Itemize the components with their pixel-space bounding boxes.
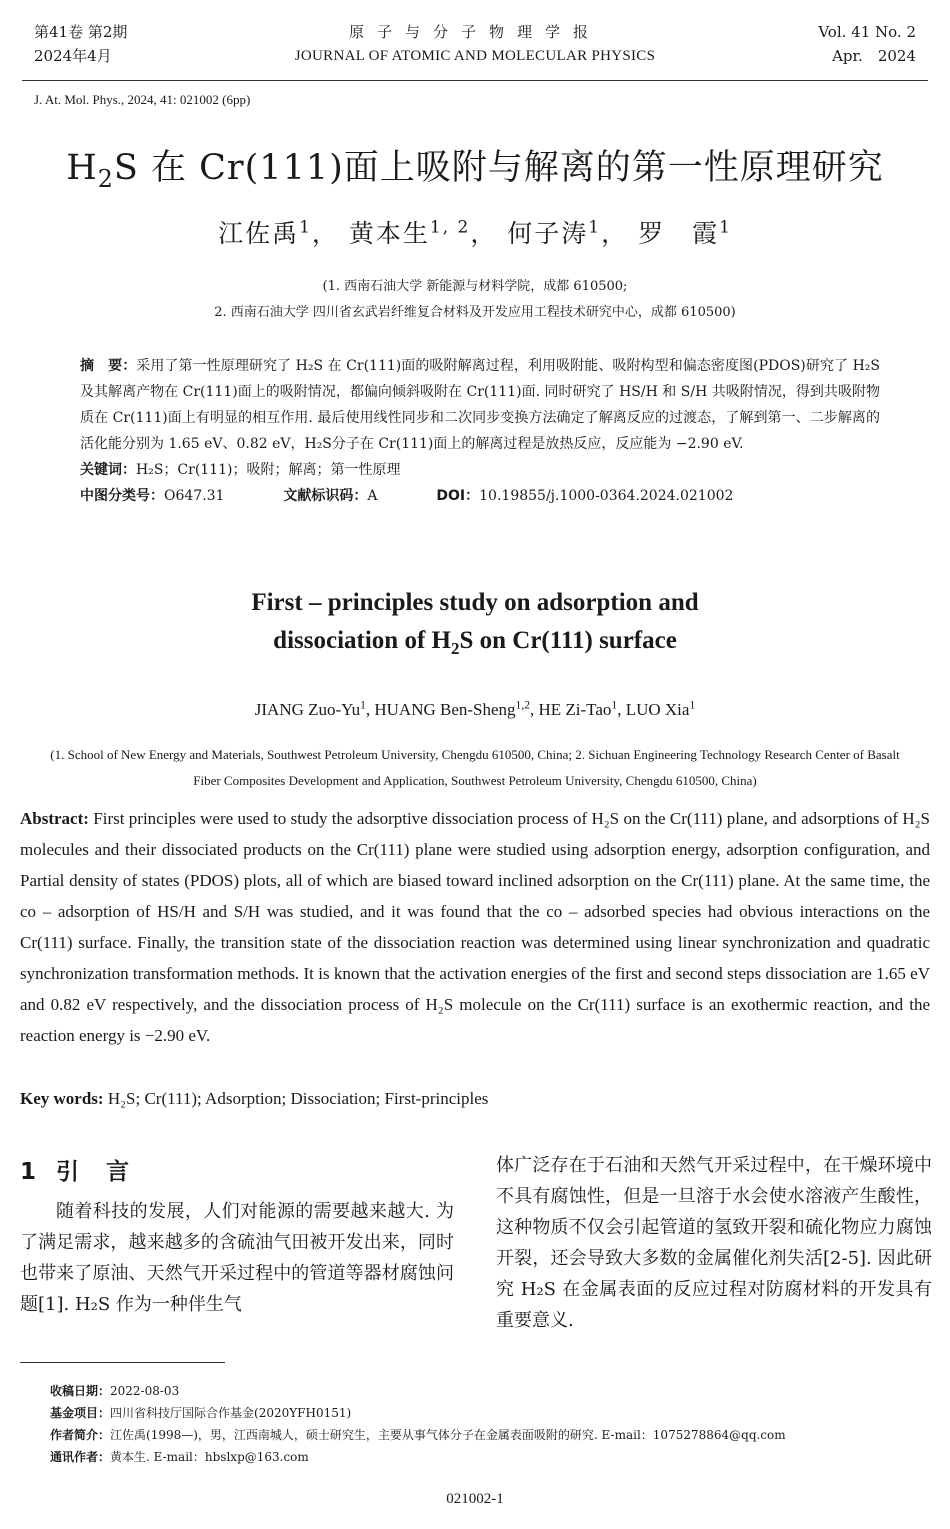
volume-issue-cn: 第41卷 第2期: [34, 23, 128, 41]
intro-paragraph-right: 体广泛存在于石油和天然气开采过程中，在干燥环境中不具有腐蚀性，但是一旦溶于水会使水溶液产生酸性，这种物质不仅会引起管道的氢致开裂和硫化物应力腐蚀开裂，还会导致大多数的金属催化剂失活[2-5]. 因此研究 H₂S 在金属表面的反应过程对防腐材料的开发具有重要意义.: [496, 1155, 932, 1331]
author-cn: 江佐禹: [218, 219, 300, 248]
authors-en: JIANG Zuo-Yu$^1$, HUANG Ben-Sheng$^{1,2}$, HE Zi-Tao$^1$, LUO Xia$^1$: [254, 698, 696, 719]
author-cn-affil: 1: [719, 217, 732, 238]
author-en-affil: 1: [360, 698, 366, 712]
author-en-affil: 1: [689, 698, 696, 712]
author-cn-affil: 1: [299, 217, 312, 238]
intro-paragraph-left: 随着科技的发展，人们对能源的需要越来越大. 为了满足需求，越来越多的含硫油气田被开发出来，同时也带来了原油、天然气开采过程中的管道等器材腐蚀问题[1]. H₂S 作为一种伴生气: [20, 1201, 454, 1315]
keywords-cn-text: H₂S；Cr(111)；吸附；解离；第一性原理: [136, 462, 401, 478]
body-column-right: [496, 1150, 932, 1336]
date-cn: 2024年4月: [34, 47, 112, 65]
corresponding-value: 黄本生. E-mail：hbslxp@163.com: [110, 1450, 309, 1464]
author-bio-value: 江佐禹(1998—)，男，江西南城人，硕士研究生，主要从事气体分子在金属表面吸附的研究. E-mail：1075278864@qq.com: [110, 1428, 786, 1442]
doi-label: DOI：: [436, 488, 480, 504]
author-cn-affil: 1: [588, 217, 602, 238]
title-cn-post: S 在 Cr(111)面上吸附与解离的第一性原理研究: [113, 148, 884, 188]
journal-name-en: JOURNAL OF ATOMIC AND MOLECULAR PHYSICS: [294, 48, 656, 64]
abstract-cn-text: 采用了第一性原理研究了 H₂S 在 Cr(111)面的吸附解离过程，利用吸附能、吸附构型和偏态密度图(PDOS)研究了 H₂S 及其解离产物在 Cr(111)面上的吸附情况，都偏向倾斜吸附在 Cr(111)面. 同时研究了 HS/H 和 S/H 共吸附情况，得到共吸附物质在 Cr(111)面上有明显的相互作用. 最后使用线性同步和二次同步变换方法确定了解离反应的过渡态，了解到第一、二步解离的活化能分别为 1.65 eV、0.82 eV，H₂S分子在 Cr(111)面上的解离过程是放热反应，反应能为 −2.90 eV.: [80, 358, 880, 452]
author-en-affil: 1,2: [515, 698, 530, 712]
abstract-en: [20, 803, 930, 1051]
author-cn: 何子涛: [507, 219, 589, 248]
author-en-affil: 1: [611, 698, 618, 712]
received-value: 2022-08-03: [110, 1384, 180, 1398]
author-cn: 黄本生: [348, 219, 430, 248]
abstract-cn-block: [80, 353, 880, 509]
title-cn: [0, 140, 950, 193]
author-en: HUANG Ben-Sheng: [374, 700, 516, 719]
author-en: JIANG Zuo-Yu: [254, 700, 361, 719]
header-center: [0, 20, 950, 68]
footnotes: [50, 1380, 930, 1468]
citation: J. At. Mol. Phys., 2024, 41: 021002 (6pp): [34, 92, 251, 107]
title-en-line2-sub: 2: [450, 639, 460, 658]
doc-code-label: 文献标识码：: [283, 488, 368, 504]
title-cn-pre: H: [66, 148, 98, 188]
clc-value: O647.31: [164, 488, 225, 504]
keywords-en-label: Key words:: [20, 1089, 104, 1108]
abstract-en-label: Abstract:: [20, 809, 89, 828]
journal-name-cn: 原子与分子物理学报: [348, 23, 601, 41]
received-date: [50, 1380, 930, 1402]
affiliation-cn-2: 2. 西南石油大学 四川省玄武岩纤维复合材料及开发应用工程技术研究中心，成都 610500): [214, 305, 736, 320]
funding: [50, 1402, 930, 1424]
keywords-en: [20, 1083, 930, 1114]
author-bio: [50, 1424, 930, 1446]
funding-label: 基金项目：: [50, 1406, 111, 1420]
title-cn-sub: 2: [97, 165, 114, 193]
volume-issue-en: Vol. 41 No. 2: [818, 23, 916, 41]
author-en: LUO Xia: [625, 700, 690, 719]
author-cn-affil: 1, 2: [429, 217, 471, 238]
section-heading: [20, 1150, 454, 1194]
keywords-cn-label: 关键词：: [80, 462, 136, 478]
date-en: Apr. 2024: [832, 47, 916, 65]
doi-value: 10.19855/j.1000-0364.2024.021002: [479, 488, 734, 504]
abstract-cn-label: 摘 要：: [80, 358, 137, 374]
received-label: 收稿日期：: [50, 1384, 111, 1398]
body-column-left: [20, 1150, 454, 1320]
corresponding-label: 通讯作者：: [50, 1450, 111, 1464]
author-en: HE Zi-Tao: [538, 700, 612, 719]
abstract-en-text: First principles were used to study the adsorptive dissociation process of H₂S on the Cr(111) plane, and adsorptions of H₂S molecules and their dissociated products on the Cr(111) plane were studied using adsorption energy, adsorption configuration, and Partial density of states (PDOS) plots, all of which are biased toward inclined adsorption on the Cr(111) plane. At the same time, the co – adsorption of HS/H and S/H was studied, and it was found that the co – adsorbed species had obvious interactions on the Cr(111) surface. Finally, the transition state of the dissociation reaction was determined using linear synchronization and quadratic synchronization transformation methods. It is known that the activation energies of the first and second steps dissociation are 1.65 eV and 0.82 eV respectively, and the dissociation process of H₂S molecule on the Cr(111) surface is an exothermic reaction, and the reaction energy is −2.90 eV.: [20, 809, 930, 1045]
header-divider: [22, 80, 928, 81]
title-en: [0, 584, 950, 660]
keywords-en-text: H₂S; Cr(111); Adsorption; Dissociation; First-principles: [107, 1089, 489, 1108]
title-en-line1: First – principles study on adsorption and: [251, 589, 699, 616]
funding-value: 四川省科技厅国际合作基金(2020YFH0151): [110, 1406, 352, 1420]
classification-line: [80, 483, 880, 509]
header-right: [818, 20, 916, 68]
author-cn: 罗 霞: [638, 219, 720, 248]
section-title: 引 言: [56, 1159, 132, 1185]
title-en-line2-post: S on Cr(111) surface: [459, 627, 677, 654]
author-bio-label: 作者简介：: [50, 1428, 111, 1442]
authors-cn: 江佐禹$^1$， 黄本生$^{1, 2}$， 何子涛$^1$， 罗 霞$^1$: [218, 217, 732, 248]
abstract-cn: [80, 353, 880, 457]
affiliations-en: (1. School of New Energy and Materials, Southwest Petroleum University, Chengdu 610500, China; 2. Sichuan Engineering Technology Research Center of Basalt Fiber Composites Development and Application, Southwest Petroleum University, Chengdu 610500, China): [50, 747, 900, 788]
clc-label: 中图分类号：: [80, 488, 164, 504]
affiliations-cn: [0, 274, 950, 326]
keywords-cn: [80, 457, 880, 483]
title-en-line2-pre: dissociation of H: [273, 627, 451, 654]
title-en-line2: [0, 622, 950, 660]
footnote-divider: [20, 1362, 225, 1363]
affiliation-cn-1: (1. 西南石油大学 新能源与材料学院，成都 610500;: [322, 279, 628, 294]
page-number: 021002-1: [446, 1491, 504, 1507]
section-number: 1: [20, 1159, 39, 1185]
doc-code-value: A: [367, 488, 378, 504]
corresponding-author: [50, 1446, 930, 1468]
